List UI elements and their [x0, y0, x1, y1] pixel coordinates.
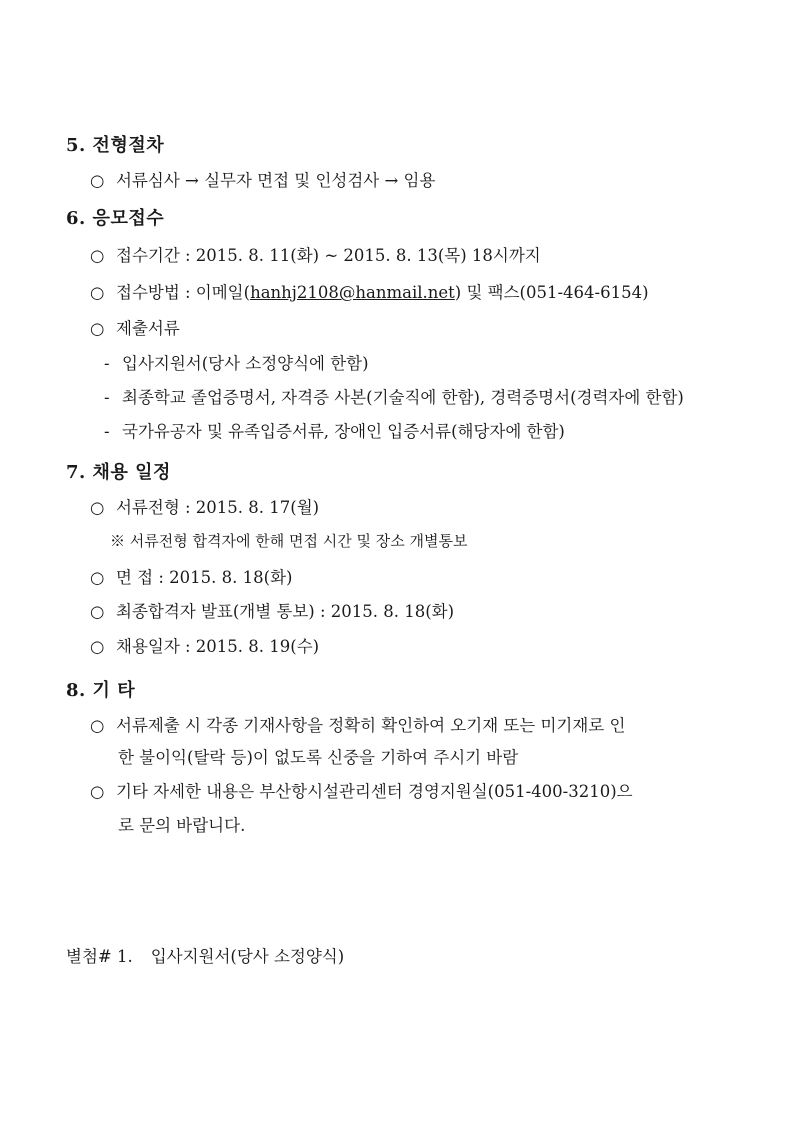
document-item: - 입사지원서(당사 소정양식에 한함) — [104, 354, 369, 373]
section-8-title: 8. 기 타 — [66, 680, 136, 701]
circle-bullet-icon: ○ — [90, 498, 105, 517]
dash-bullet-icon: - — [104, 388, 110, 407]
attachment-text: 입사지원서(당사 소정양식) — [150, 947, 345, 966]
application-period: ○ 접수기간 : 2015. 8. 11(화) ~ 2015. 8. 13(목) 18시까지 — [90, 246, 541, 265]
section-5-title: 5. 전형절차 — [66, 135, 165, 156]
email-link[interactable]: hanhj2108@hanmail.net — [250, 283, 455, 302]
circle-bullet-icon: ○ — [90, 283, 105, 302]
circle-bullet-icon: ○ — [90, 568, 105, 587]
screening-note: ※ 서류전형 합격자에 한해 면접 시간 및 장소 개별통보 — [110, 532, 468, 550]
section-5-item: ○ 서류심사 → 실무자 면접 및 인성검사 → 임용 — [90, 171, 436, 190]
circle-bullet-icon: ○ — [90, 319, 105, 338]
circle-bullet-icon: ○ — [90, 716, 105, 735]
application-method: ○ 접수방법 : 이메일(hanhj2108@hanmail.net) 및 팩스(051-464-6154) — [90, 283, 649, 302]
doc-screening-date: ○ 서류전형 : 2015. 8. 17(월) — [90, 498, 320, 517]
other-item-1-continued: 한 불이익(탈락 등)이 없도록 신중을 기하여 주시기 바람 — [118, 748, 519, 767]
interview-date: ○ 면 접 : 2015. 8. 18(화) — [90, 568, 293, 587]
other-item-1: ○ 서류제출 시 각종 기재사항을 정확히 확인하여 오기재 또는 미기재로 인 — [90, 716, 626, 735]
circle-bullet-icon: ○ — [90, 602, 105, 621]
other-item-2-continued: 로 문의 바랍니다. — [118, 816, 246, 835]
other-item-2: ○ 기타 자세한 내용은 부산항시설관리센터 경영지원실(051-400-3210)으 — [90, 782, 633, 801]
final-announcement-date: ○ 최종합격자 발표(개별 통보) : 2015. 8. 18(화) — [90, 602, 455, 621]
circle-bullet-icon: ○ — [90, 782, 105, 801]
attachment-label: 별첨# 1. — [66, 947, 133, 966]
document-item: - 최종학교 졸업증명서, 자격증 사본(기술직에 한함), 경력증명서(경력자에 한함) — [104, 388, 684, 407]
circle-bullet-icon: ○ — [90, 171, 105, 190]
section-7-title: 7. 채용 일정 — [66, 462, 171, 483]
dash-bullet-icon: - — [104, 354, 110, 373]
attachment-line — [66, 943, 344, 967]
document-item: - 국가유공자 및 유족입증서류, 장애인 입증서류(해당자에 한함) — [104, 422, 565, 441]
dash-bullet-icon: - — [104, 422, 110, 441]
section-6-title: 6. 응모접수 — [66, 208, 165, 229]
circle-bullet-icon: ○ — [90, 246, 105, 265]
documents-label: ○ 제출서류 — [90, 319, 180, 338]
circle-bullet-icon: ○ — [90, 637, 105, 656]
hire-date: ○ 채용일자 : 2015. 8. 19(수) — [90, 637, 320, 656]
